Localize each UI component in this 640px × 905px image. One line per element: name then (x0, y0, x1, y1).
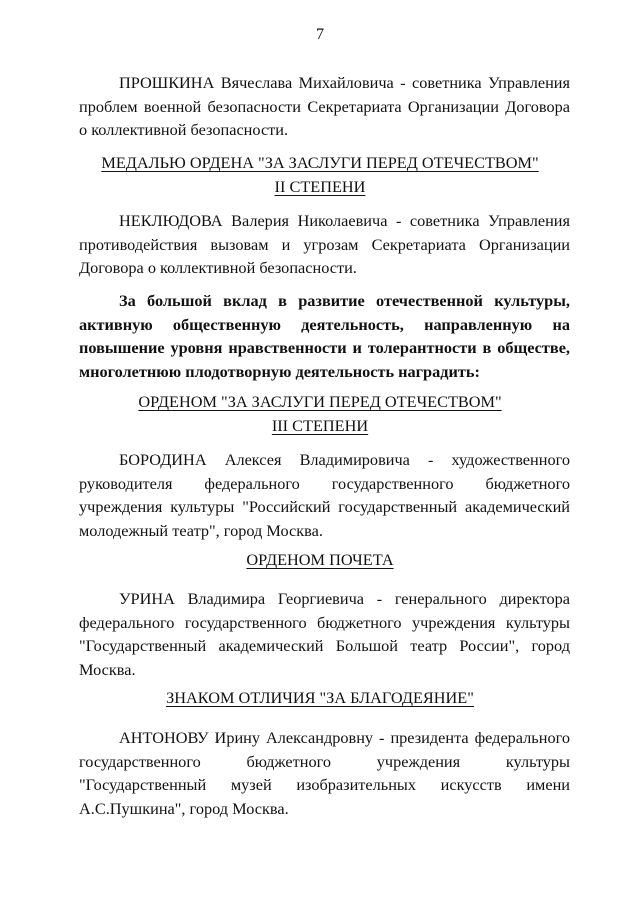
award-recipient-proshkin: ПРОШКИНА Вячеслава Михайловича - советника Управления проблем военной безопасности Секретариата Организации Договора о коллективной безопасности. (79, 73, 570, 139)
award-recipient-neklyudov: НЕКЛЮДОВА Валерия Николаевича - советника Управления противодействия вызовам и угрозам Секретариата Организации Договора о коллективной безопасности. (79, 211, 570, 277)
award-heading-charity (0, 686, 640, 710)
award-preamble: За большой вклад в развитие отечественной культуры, активную общественную деятельность, направленную на повышение уровня нравственности и толерантности в обществе, многолетнюю плодотворную деятельность наградить: (79, 291, 570, 381)
award-heading-line-2: III СТЕПЕНИ (271, 415, 369, 435)
page-number: 7 (316, 26, 324, 43)
award-heading-order-iii (0, 390, 640, 437)
award-heading-line-1: ОРДЕНОМ "ЗА ЗАСЛУГИ ПЕРЕД ОТЕЧЕСТВОМ" (138, 392, 502, 411)
award-heading-line-2: II СТЕПЕНИ (274, 176, 366, 196)
award-recipient-urin: УРИНА Владимира Георгиевича - генерального директора федерального государственного бюджетного учреждения культуры "Государственный академический Большой театр России", город Москва. (79, 589, 570, 679)
award-recipient-antonova: АНТОНОВУ Ирину Александровну - президента федерального государственного бюджетного учреждения культуры "Государственный музей изобразительных искусств имени А.С.Пушкина", город Москва. (79, 728, 570, 818)
award-heading-text: ЗНАКОМ ОТЛИЧИЯ "ЗА БЛАГОДЕЯНИЕ" (166, 688, 474, 707)
award-recipient-borodin: БОРОДИНА Алексея Владимировича - художественного руководителя федерального государственного бюджетного учреждения культуры "Российский государственный академический молодежный театр", город Москва. (79, 450, 570, 540)
award-heading-medal-ii (0, 151, 640, 198)
award-heading-line-1: МЕДАЛЬЮ ОРДЕНА "ЗА ЗАСЛУГИ ПЕРЕД ОТЕЧЕСТВОМ" (101, 153, 539, 172)
award-heading-order-honor (0, 548, 640, 572)
award-heading-text: ОРДЕНОМ ПОЧЕТА (246, 550, 394, 569)
